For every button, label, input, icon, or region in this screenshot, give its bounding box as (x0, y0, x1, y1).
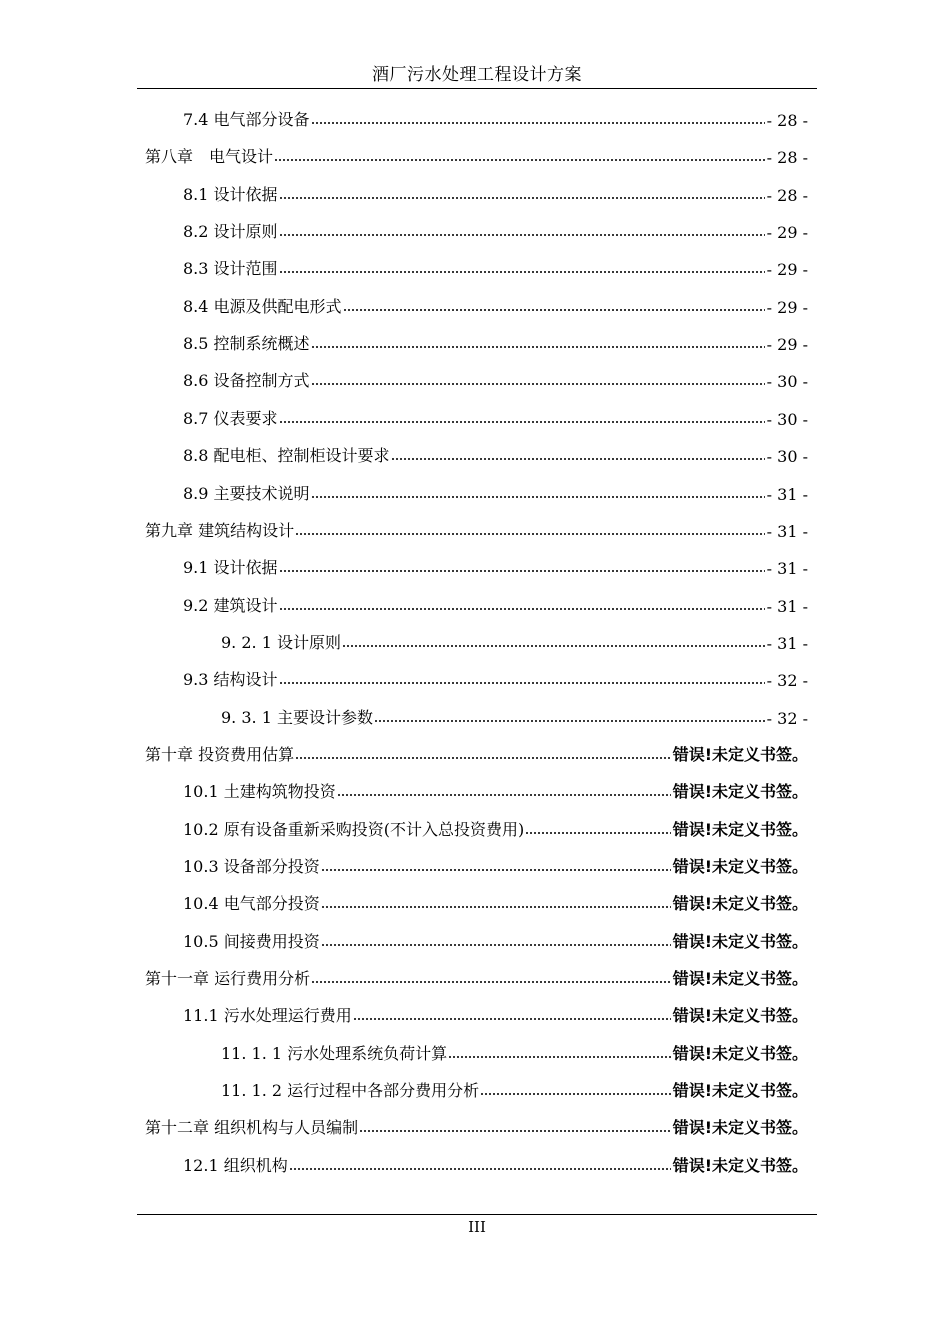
toc-entry[interactable] (0, 1038, 808, 1064)
toc-entry-label: 8.7 仪表要求 (183, 409, 278, 428)
toc-dot-leader (279, 420, 765, 424)
toc-dot-leader (448, 1055, 671, 1059)
toc-entry-label: 第十一章 运行费用分析 (145, 969, 311, 988)
toc-entry-label: 7.4 电气部分设备 (183, 110, 310, 129)
toc-entry-page: 错误!未定义书签。 (672, 745, 808, 764)
toc-entry-page: - 32 - (766, 709, 808, 728)
toc-dot-leader (289, 1167, 671, 1171)
toc-entry-page: 错误!未定义书签。 (672, 894, 808, 913)
toc-entry-page: 错误!未定义书签。 (672, 857, 808, 876)
toc-dot-leader (279, 569, 765, 573)
toc-entry[interactable] (0, 291, 808, 317)
toc-entry[interactable] (0, 403, 808, 429)
toc-dot-leader (321, 943, 671, 947)
toc-entry[interactable] (0, 926, 808, 952)
toc-entry[interactable] (0, 1150, 808, 1176)
toc-dot-leader (343, 308, 765, 312)
toc-entry-label: 8.8 配电柜、控制柜设计要求 (183, 446, 390, 465)
toc-entry[interactable] (0, 963, 808, 989)
toc-entry[interactable] (0, 1112, 808, 1138)
toc-entry-page: 错误!未定义书签。 (672, 969, 808, 988)
toc-dot-leader (311, 495, 765, 499)
toc-entry-label: 第八章 电气设计 (145, 147, 274, 166)
toc-entry-page: - 31 - (766, 485, 808, 504)
toc-entry-label: 8.1 设计依据 (183, 185, 278, 204)
toc-dot-leader (279, 196, 765, 200)
document-header-title: 酒厂污水处理工程设计方案 (372, 65, 582, 85)
toc-dot-leader (525, 831, 670, 835)
toc-dot-leader (342, 644, 765, 648)
footer-rule (137, 1214, 817, 1215)
toc-entry[interactable] (0, 216, 808, 242)
toc-entry-page: - 28 - (766, 111, 808, 130)
header-rule (137, 88, 817, 89)
toc-entry-label: 12.1 组织机构 (183, 1156, 288, 1175)
toc-entry[interactable] (0, 1075, 808, 1101)
footer-page-number: III (468, 1218, 486, 1236)
toc-entry-page: 错误!未定义书签。 (672, 1118, 808, 1137)
toc-entry[interactable] (0, 328, 808, 354)
toc-entry-label: 10.5 间接费用投资 (183, 932, 320, 951)
toc-dot-leader (353, 1017, 671, 1021)
toc-entry-label: 9.1 设计依据 (183, 558, 278, 577)
toc-entry[interactable] (0, 739, 808, 765)
toc-entry-page: - 28 - (766, 148, 808, 167)
toc-entry-page: 错误!未定义书签。 (672, 1006, 808, 1025)
toc-entry-label: 8.5 控制系统概述 (183, 334, 310, 353)
toc-entry[interactable] (0, 515, 808, 541)
toc-dot-leader (311, 345, 765, 349)
toc-entry-page: - 31 - (766, 522, 808, 541)
toc-entry-page: - 31 - (766, 559, 808, 578)
toc-entry[interactable] (0, 552, 808, 578)
toc-entry-page: - 30 - (766, 410, 808, 429)
toc-entry[interactable] (0, 440, 808, 466)
toc-dot-leader (337, 793, 671, 797)
toc-entry-page: - 30 - (766, 447, 808, 466)
toc-entry-label: 10.3 设备部分投资 (183, 857, 320, 876)
toc-entry-page: 错误!未定义书签。 (672, 1156, 808, 1175)
toc-entry-page: - 28 - (766, 186, 808, 205)
toc-entry-page: 错误!未定义书签。 (672, 1044, 808, 1063)
toc-entry[interactable] (0, 478, 808, 504)
toc-dot-leader (279, 607, 765, 611)
toc-entry[interactable] (0, 104, 808, 130)
toc-dot-leader (279, 681, 765, 685)
toc-entry-label: 第十章 投资费用估算 (145, 745, 295, 764)
toc-entry[interactable] (0, 253, 808, 279)
toc-entry[interactable] (0, 590, 808, 616)
toc-entry[interactable] (0, 888, 808, 914)
toc-entry-label: 8.6 设备控制方式 (183, 371, 310, 390)
toc-dot-leader (391, 457, 765, 461)
toc-entry-label: 第九章 建筑结构设计 (145, 521, 295, 540)
toc-entry-label: 8.3 设计范围 (183, 259, 278, 278)
toc-entry-label: 11.1 污水处理运行费用 (183, 1006, 352, 1025)
toc-dot-leader (311, 980, 671, 984)
toc-entry[interactable] (0, 365, 808, 391)
toc-entry[interactable] (0, 627, 808, 653)
toc-dot-leader (279, 270, 765, 274)
toc-entry-label: 9. 3. 1 主要设计参数 (221, 708, 373, 727)
toc-dot-leader (480, 1092, 671, 1096)
toc-entry-page: - 29 - (766, 223, 808, 242)
toc-entry-page: - 29 - (766, 298, 808, 317)
toc-dot-leader (279, 233, 765, 237)
toc-dot-leader (295, 532, 765, 536)
toc-entry-label: 10.4 电气部分投资 (183, 894, 320, 913)
toc-entry-label: 11. 1. 1 污水处理系统负荷计算 (221, 1044, 448, 1063)
toc-dot-leader (374, 719, 765, 723)
toc-entry[interactable] (0, 1000, 808, 1026)
toc-entry[interactable] (0, 702, 808, 728)
toc-dot-leader (321, 868, 671, 872)
toc-entry-page: - 31 - (766, 597, 808, 616)
toc-entry-page: - 29 - (766, 335, 808, 354)
toc-dot-leader (311, 382, 765, 386)
toc-entry-page: - 32 - (766, 671, 808, 690)
toc-entry-label: 8.2 设计原则 (183, 222, 278, 241)
toc-dot-leader (321, 905, 671, 909)
toc-dot-leader (274, 158, 765, 162)
toc-entry-page: - 30 - (766, 372, 808, 391)
toc-entry[interactable] (0, 851, 808, 877)
toc-entry-label: 第十二章 组织机构与人员编制 (145, 1118, 359, 1137)
toc-entry[interactable] (0, 814, 808, 840)
toc-entry-label: 8.4 电源及供配电形式 (183, 297, 342, 316)
toc-dot-leader (311, 121, 765, 125)
toc-entry-page: - 31 - (766, 634, 808, 653)
toc-entry-label: 9. 2. 1 设计原则 (221, 633, 341, 652)
toc-entry-page: 错误!未定义书签。 (672, 782, 808, 801)
toc-entry[interactable] (0, 179, 808, 205)
toc-entry-page: - 29 - (766, 260, 808, 279)
toc-entry-label: 10.2 原有设备重新采购投资(不计入总投资费用) (183, 820, 525, 839)
toc-entry-page: 错误!未定义书签。 (672, 932, 808, 951)
toc-dot-leader (295, 756, 671, 760)
toc-entry-label: 8.9 主要技术说明 (183, 484, 310, 503)
toc-entry-label: 9.2 建筑设计 (183, 596, 278, 615)
toc-entry-page: 错误!未定义书签。 (672, 820, 808, 839)
toc-dot-leader (359, 1129, 671, 1133)
toc-entry[interactable] (0, 141, 808, 167)
toc-entry-label: 9.3 结构设计 (183, 670, 278, 689)
toc-entry-label: 11. 1. 2 运行过程中各部分费用分析 (221, 1081, 480, 1100)
toc-entry-label: 10.1 土建构筑物投资 (183, 782, 336, 801)
toc-entry-page: 错误!未定义书签。 (672, 1081, 808, 1100)
toc-entry[interactable] (0, 664, 808, 690)
toc-entry[interactable] (0, 776, 808, 802)
